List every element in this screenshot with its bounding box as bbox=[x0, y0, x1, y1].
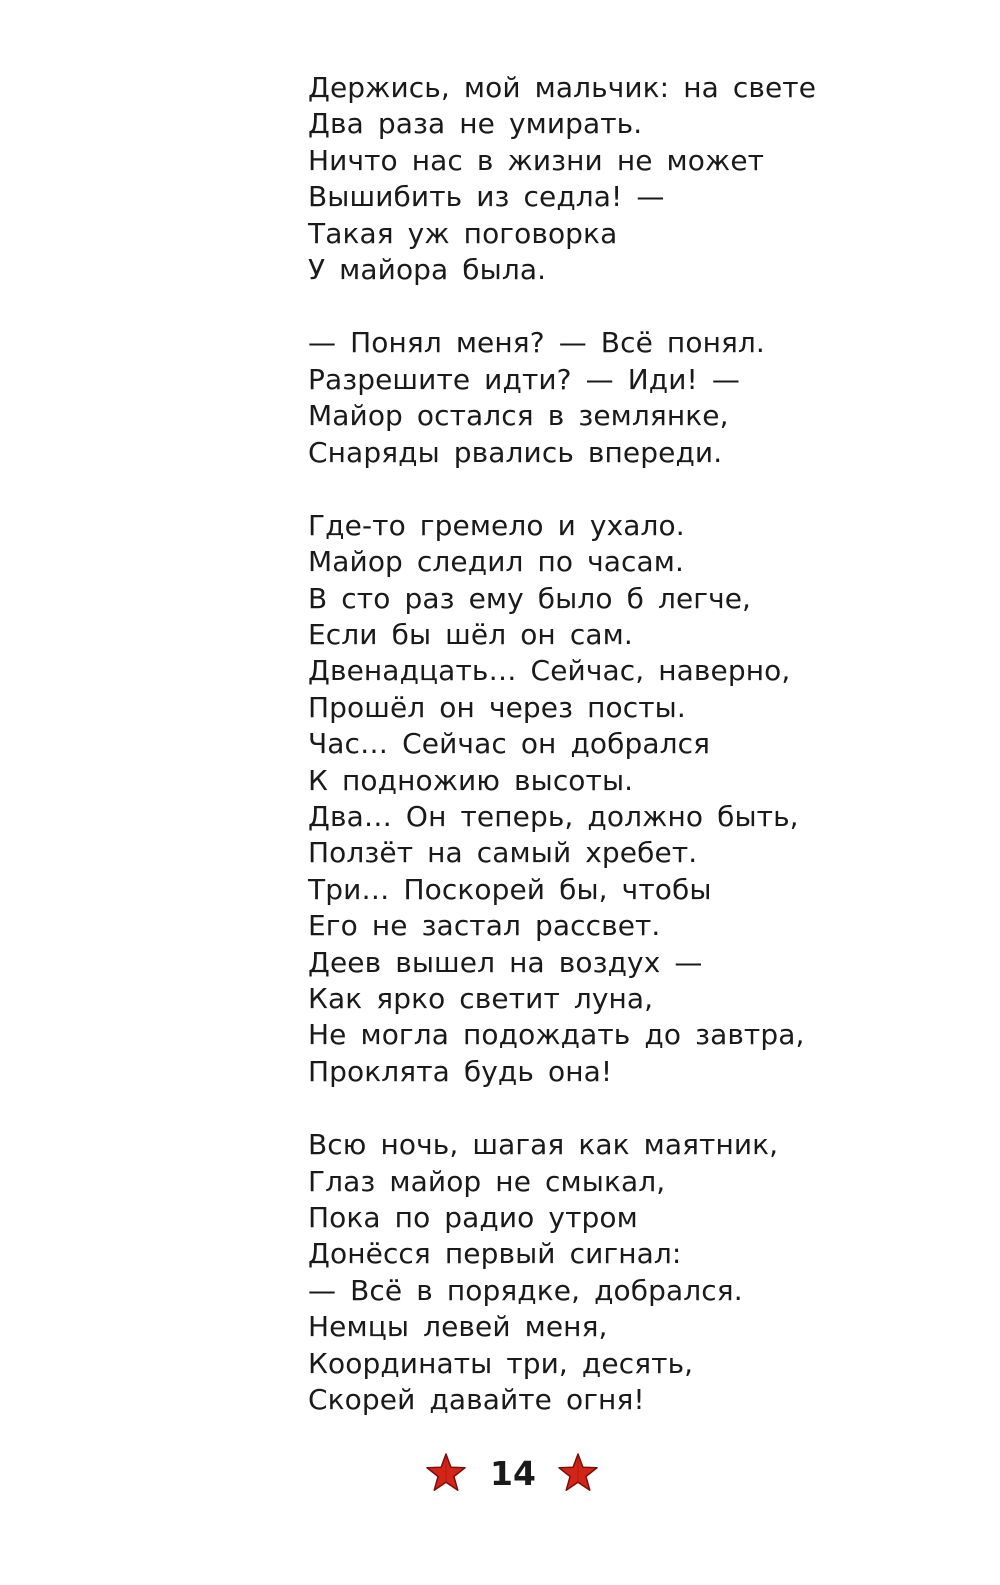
poem-line: В сто раз ему было б легче, bbox=[308, 581, 752, 615]
poem-line: Два раза не умирать. bbox=[308, 107, 643, 141]
poem-line: Майор остался в землянке, bbox=[308, 399, 729, 433]
poem-line: Скорей давайте огня! bbox=[308, 1382, 645, 1416]
poem-line: Ничто нас в жизни не может bbox=[308, 143, 765, 177]
poem-line: Держись, мой мальчик: на свете bbox=[308, 71, 817, 104]
stanza-2 bbox=[308, 325, 828, 471]
poem-line: Глаз майор не смыкал, bbox=[308, 1164, 666, 1198]
poem-line: К подножию высоты. bbox=[308, 763, 634, 797]
poem-line: Донёсся первый сигнал: bbox=[308, 1237, 682, 1271]
poem-line: Вышибить из седла! — bbox=[308, 180, 665, 214]
stanza-4 bbox=[308, 1127, 828, 1418]
poem-line: Немцы левей меня, bbox=[308, 1310, 608, 1344]
poem-line: — Всё в порядке, добрался. bbox=[308, 1273, 743, 1307]
poem-line: Координаты три, десять, bbox=[308, 1346, 694, 1380]
stanza-1 bbox=[308, 70, 828, 288]
poem-line: Прошёл он через посты. bbox=[308, 690, 686, 724]
poem-line: Три… Поскорей бы, чтобы bbox=[308, 872, 712, 906]
poem-line: Всю ночь, шагая как маятник, bbox=[308, 1128, 779, 1162]
star-icon bbox=[556, 1452, 600, 1496]
poem-line: Проклята будь она! bbox=[308, 1054, 613, 1088]
poem-line: Час… Сейчас он добрался bbox=[308, 727, 711, 761]
poem-line: Не могла подождать до завтра, bbox=[308, 1018, 805, 1052]
page-number: 14 bbox=[490, 1454, 536, 1493]
poem-line: Как ярко светит луна, bbox=[308, 981, 654, 1015]
poem-line: Такая уж поговорка bbox=[308, 216, 618, 250]
poem-line: Деев вышел на воздух — bbox=[308, 945, 703, 979]
poem-line: Два… Он теперь, должно быть, bbox=[308, 800, 799, 834]
poem-line: Где-то гремело и ухало. bbox=[308, 508, 685, 542]
poem-line: Если бы шёл он сам. bbox=[308, 618, 633, 652]
poem-line: Его не застал рассвет. bbox=[308, 909, 661, 943]
poem-line: Двенадцать… Сейчас, наверно, bbox=[308, 654, 791, 688]
poem-line: Пока по радио утром bbox=[308, 1200, 638, 1234]
star-icon bbox=[424, 1452, 468, 1496]
poem-text bbox=[308, 70, 828, 1455]
poem-line: Ползёт на самый хребет. bbox=[308, 836, 698, 870]
poem-line: Снаряды рвались впереди. bbox=[308, 435, 723, 469]
poem-line: У майора была. bbox=[308, 252, 547, 286]
poem-line: Разрешите идти? — Иди! — bbox=[308, 362, 740, 396]
page-footer bbox=[0, 1448, 1000, 1508]
stanza-3 bbox=[308, 508, 828, 1090]
poem-line: — Понял меня? — Всё понял. bbox=[308, 326, 765, 360]
poem-line: Майор следил по часам. bbox=[308, 545, 685, 579]
